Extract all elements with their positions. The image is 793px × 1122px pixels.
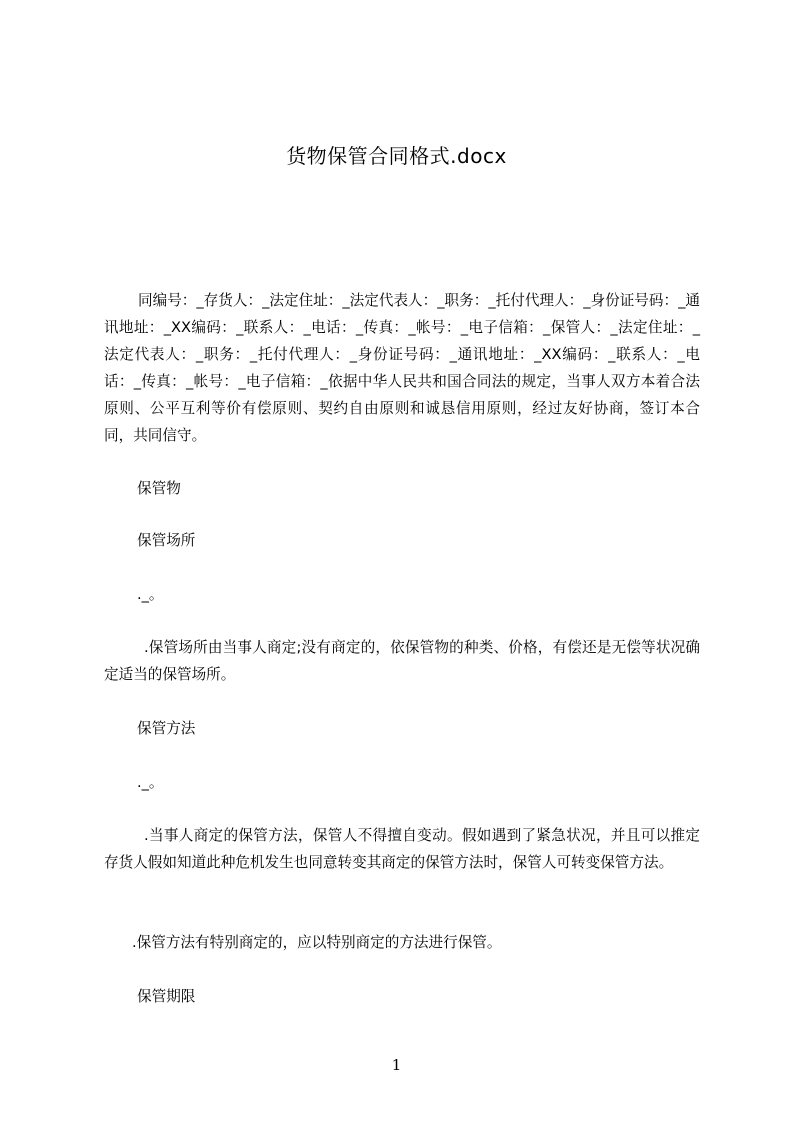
blank-line: ._。 [137, 586, 164, 603]
storage-method-paragraph: .当事人商定的保管方法，保管人不得擅自变动。假如遇到了紧急状况，并且可以推定存货人假如知道此种危机发生也同意转变其商定的保管方法时，保管人可转变保管方法。 [104, 827, 700, 871]
special-method-paragraph: .保管方法有特别商定的，应以特别商定的方法进行保管。 [132, 934, 502, 951]
section-heading-storage-place: 保管场所 [137, 532, 196, 549]
section-heading-storage-term: 保管期限 [137, 988, 196, 1005]
intro-paragraph: 同编号：_存货人：_法定住址：_法定代表人：_职务：_托付代理人：_身份证号码：_通讯地址：_XX编码：_联系人：_电话：_传真：_帐号：_电子信箱：_保管人：_法定住址：_法定代表人：_职务：_托付代理人：_身份证号码：_通讯地址：_XX编码：_联系人：_电话：_传真：_帐号：_电子信箱：_依据中华人民共和国合同法的规定，当事人双方本着合法原则、公平互利等价有偿原则、契约自由原则和诚恳信用原则，经过友好协商，签订本合同，共同信守。 [104, 292, 700, 444]
document-title: 货物保管合同格式.docx [286, 144, 507, 168]
page-number: 1 [391, 1056, 402, 1074]
section-heading-storage-method: 保管方法 [137, 720, 196, 737]
section-heading-storage-item: 保管物 [137, 480, 181, 497]
blank-line: ._。 [137, 774, 164, 791]
storage-place-paragraph: .保管场所由当事人商定;没有商定的，依保管物的种类、价格，有偿还是无偿等状况确定适当的保管场所。 [104, 639, 700, 683]
